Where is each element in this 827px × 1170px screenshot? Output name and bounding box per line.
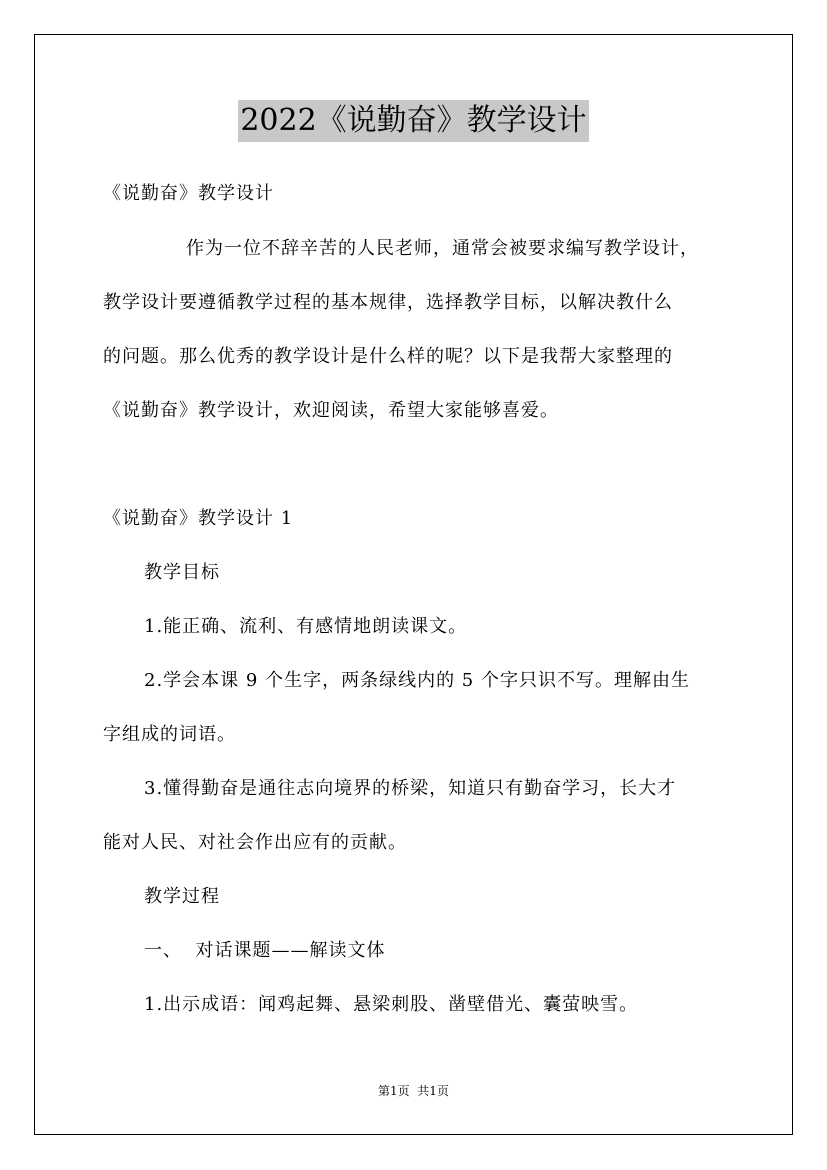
page-number: 第1页 共1页	[378, 1084, 449, 1098]
goal-item-3-line-2: 能对人民、对社会作出应有的贡献。	[103, 832, 407, 853]
intro-line-3: 的问题。那么优秀的教学设计是什么样的呢？以下是我帮大家整理的	[103, 346, 673, 367]
step-1-item: 1.出示成语：闻鸡起舞、悬梁刺股、凿壁借光、囊萤映雪。	[144, 994, 639, 1015]
section-heading: 《说勤奋》教学设计 1	[103, 508, 294, 529]
goal-item-3-line-1: 3.懂得勤奋是通往志向境界的桥梁，知道只有勤奋学习，长大才	[144, 778, 677, 799]
step-1-heading: 一、 对话课题——解读文体	[144, 940, 386, 961]
goal-item-2-line-1: 2.学会本课 9 个生字，两条绿线内的 5 个字只识不写。理解由生	[144, 670, 690, 691]
process-heading: 教学过程	[144, 886, 220, 907]
goal-item-2-line-2: 字组成的词语。	[103, 724, 236, 745]
intro-line-4: 《说勤奋》教学设计，欢迎阅读，希望大家能够喜爱。	[103, 400, 559, 421]
intro-line-1: 作为一位不辞辛苦的人民老师，通常会被要求编写教学设计，	[186, 238, 699, 259]
page-footer	[0, 1083, 827, 1099]
goals-heading: 教学目标	[144, 562, 220, 583]
title-container	[0, 100, 827, 142]
document-subtitle: 《说勤奋》教学设计	[103, 183, 274, 204]
goal-item-1: 1.能正确、流利、有感情地朗读课文。	[144, 616, 468, 637]
document-title: 2022《说勤奋》教学设计	[238, 100, 588, 142]
intro-line-2: 教学设计要遵循教学过程的基本规律，选择教学目标，以解决教什么	[103, 292, 673, 313]
